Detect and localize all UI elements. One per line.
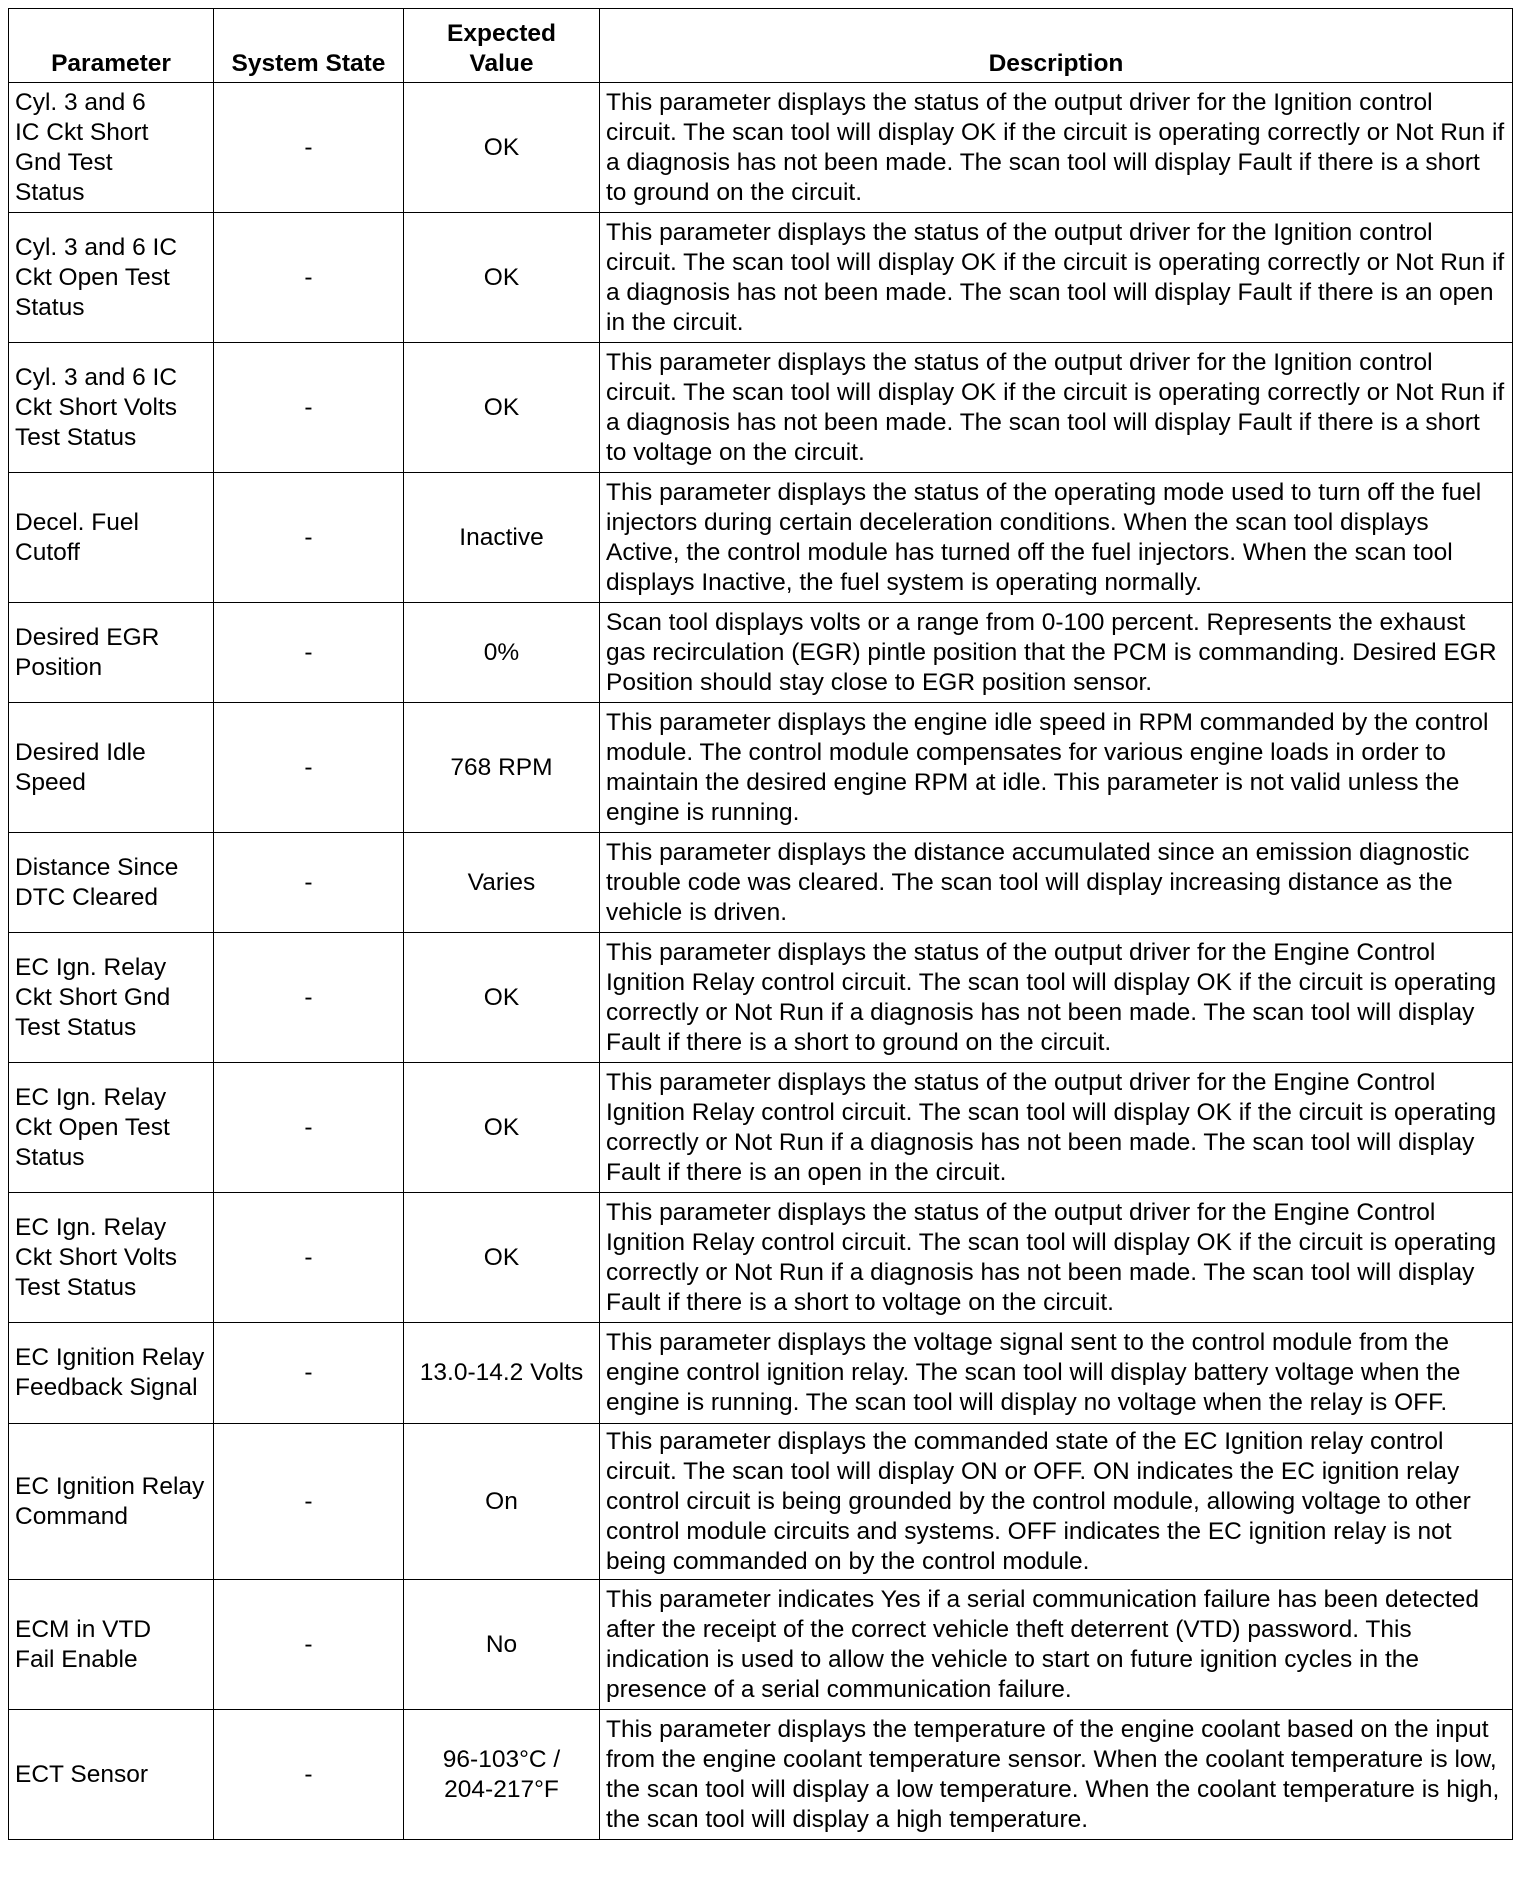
description-cell: This parameter displays the status of the output driver for the Ignition control circuit. The scan tool will display OK if the circuit is operating correctly or Not Run if a diagnosis has not been made. The scan tool will display Fault if there is a short to voltage on the circuit. <box>600 343 1513 473</box>
parameter-cell: EC Ign. Relay Ckt Short Volts Test Status <box>9 1193 214 1323</box>
system-state-cell: - <box>214 1323 404 1424</box>
expected-value-cell: OK <box>404 213 600 343</box>
expected-value-cell: 13.0-14.2 Volts <box>404 1323 600 1424</box>
table-row <box>9 1424 1513 1580</box>
description-cell: Scan tool displays volts or a range from 0-100 percent. Represents the exhaust gas recirculation (EGR) pintle position that the PCM is commanding. Desired EGR Position should stay close to EGR position sensor. <box>600 603 1513 703</box>
system-state-cell: - <box>214 833 404 933</box>
system-state-cell: - <box>214 703 404 833</box>
expected-value-cell: OK <box>404 1193 600 1323</box>
system-state-cell: - <box>214 603 404 703</box>
system-state-cell: - <box>214 213 404 343</box>
header-expected-value: Expected Value <box>404 9 600 83</box>
header-system-state: System State <box>214 9 404 83</box>
parameter-cell: Decel. Fuel Cutoff <box>9 473 214 603</box>
description-cell: This parameter displays the commanded state of the EC Ignition relay control circuit. The scan tool will display ON or OFF. ON indicates the EC ignition relay control circuit is being grounded by the control module, allowing voltage to other control module circuits and systems. OFF indicates the EC ignition relay is not being commanded on by the control module. <box>600 1424 1513 1580</box>
description-cell: This parameter displays the status of the output driver for the Ignition control circuit. The scan tool will display OK if the circuit is operating correctly or Not Run if a diagnosis has not been made. The scan tool will display Fault if there is an open in the circuit. <box>600 213 1513 343</box>
table-row <box>9 1710 1513 1840</box>
description-cell: This parameter displays the temperature of the engine coolant based on the input from the engine coolant temperature sensor. When the coolant temperature is low, the scan tool will display a low temperature. When the coolant temperature is high, the scan tool will display a high temperature. <box>600 1710 1513 1840</box>
description-cell: This parameter displays the status of the operating mode used to turn off the fuel injectors during certain deceleration conditions. When the scan tool displays Active, the control module has turned off the fuel injectors. When the scan tool displays Inactive, the fuel system is operating normally. <box>600 473 1513 603</box>
table-row <box>9 1193 1513 1323</box>
system-state-cell: - <box>214 1063 404 1193</box>
table-row <box>9 83 1513 213</box>
parameter-cell: EC Ign. Relay Ckt Open Test Status <box>9 1063 214 1193</box>
table-row <box>9 933 1513 1063</box>
expected-value-cell: 0% <box>404 603 600 703</box>
table-row <box>9 833 1513 933</box>
table-row <box>9 1063 1513 1193</box>
expected-value-cell: 96-103°C / 204-217°F <box>404 1710 600 1840</box>
system-state-cell: - <box>214 343 404 473</box>
document-page <box>8 8 1512 1840</box>
parameter-cell: Distance Since DTC Cleared <box>9 833 214 933</box>
parameter-cell: EC Ign. Relay Ckt Short Gnd Test Status <box>9 933 214 1063</box>
system-state-cell: - <box>214 83 404 213</box>
expected-value-cell: Inactive <box>404 473 600 603</box>
system-state-cell: - <box>214 1424 404 1580</box>
description-cell: This parameter displays the status of the output driver for the Engine Control Ignition Relay control circuit. The scan tool will display OK if the circuit is operating correctly or Not Run if a diagnosis has not been made. The scan tool will display Fault if there is a short to ground on the circuit. <box>600 933 1513 1063</box>
parameter-cell: Cyl. 3 and 6 IC Ckt Short Volts Test Status <box>9 343 214 473</box>
table-row <box>9 1580 1513 1710</box>
system-state-cell: - <box>214 1193 404 1323</box>
parameter-cell: EC Ignition Relay Command <box>9 1424 214 1580</box>
table-row <box>9 703 1513 833</box>
description-cell: This parameter displays the status of the output driver for the Engine Control Ignition Relay control circuit. The scan tool will display OK if the circuit is operating correctly or Not Run if a diagnosis has not been made. The scan tool will display Fault if there is a short to voltage on the circuit. <box>600 1193 1513 1323</box>
header-description: Description <box>600 9 1513 83</box>
parameter-cell: Desired EGR Position <box>9 603 214 703</box>
parameter-cell: ECT Sensor <box>9 1710 214 1840</box>
table-header-row <box>9 9 1513 83</box>
parameter-cell: Desired Idle Speed <box>9 703 214 833</box>
system-state-cell: - <box>214 1580 404 1710</box>
table-row <box>9 213 1513 343</box>
description-cell: This parameter indicates Yes if a serial communication failure has been detected after the receipt of the correct vehicle theft deterrent (VTD) password. This indication is used to allow the vehicle to start on future ignition cycles in the presence of a serial communication failure. <box>600 1580 1513 1710</box>
expected-value-cell: OK <box>404 343 600 473</box>
system-state-cell: - <box>214 473 404 603</box>
expected-value-cell: OK <box>404 83 600 213</box>
table-row <box>9 343 1513 473</box>
description-cell: This parameter displays the distance accumulated since an emission diagnostic trouble code was cleared. The scan tool will display increasing distance as the vehicle is driven. <box>600 833 1513 933</box>
expected-value-cell: OK <box>404 933 600 1063</box>
header-parameter: Parameter <box>9 9 214 83</box>
description-cell: This parameter displays the voltage signal sent to the control module from the engine control ignition relay. The scan tool will display battery voltage when the engine is running. The scan tool will display no voltage when the relay is OFF. <box>600 1323 1513 1424</box>
parameter-cell: ECM in VTD Fail Enable <box>9 1580 214 1710</box>
expected-value-cell: No <box>404 1580 600 1710</box>
expected-value-cell: On <box>404 1424 600 1580</box>
parameter-table <box>8 8 1513 1840</box>
description-cell: This parameter displays the status of the output driver for the Engine Control Ignition Relay control circuit. The scan tool will display OK if the circuit is operating correctly or Not Run if a diagnosis has not been made. The scan tool will display Fault if there is an open in the circuit. <box>600 1063 1513 1193</box>
expected-value-cell: Varies <box>404 833 600 933</box>
parameter-cell: Cyl. 3 and 6 IC Ckt Open Test Status <box>9 213 214 343</box>
system-state-cell: - <box>214 933 404 1063</box>
table-row <box>9 1323 1513 1424</box>
table-row <box>9 603 1513 703</box>
table-row <box>9 473 1513 603</box>
expected-value-cell: OK <box>404 1063 600 1193</box>
parameter-cell: EC Ignition Relay Feedback Signal <box>9 1323 214 1424</box>
system-state-cell: - <box>214 1710 404 1840</box>
description-cell: This parameter displays the engine idle speed in RPM commanded by the control module. The control module compensates for various engine loads in order to maintain the desired engine RPM at idle. This parameter is not valid unless the engine is running. <box>600 703 1513 833</box>
description-cell: This parameter displays the status of the output driver for the Ignition control circuit. The scan tool will display OK if the circuit is operating correctly or Not Run if a diagnosis has not been made. The scan tool will display Fault if there is a short to ground on the circuit. <box>600 83 1513 213</box>
parameter-cell: Cyl. 3 and 6 IC Ckt Short Gnd Test Status <box>9 83 214 213</box>
expected-value-cell: 768 RPM <box>404 703 600 833</box>
